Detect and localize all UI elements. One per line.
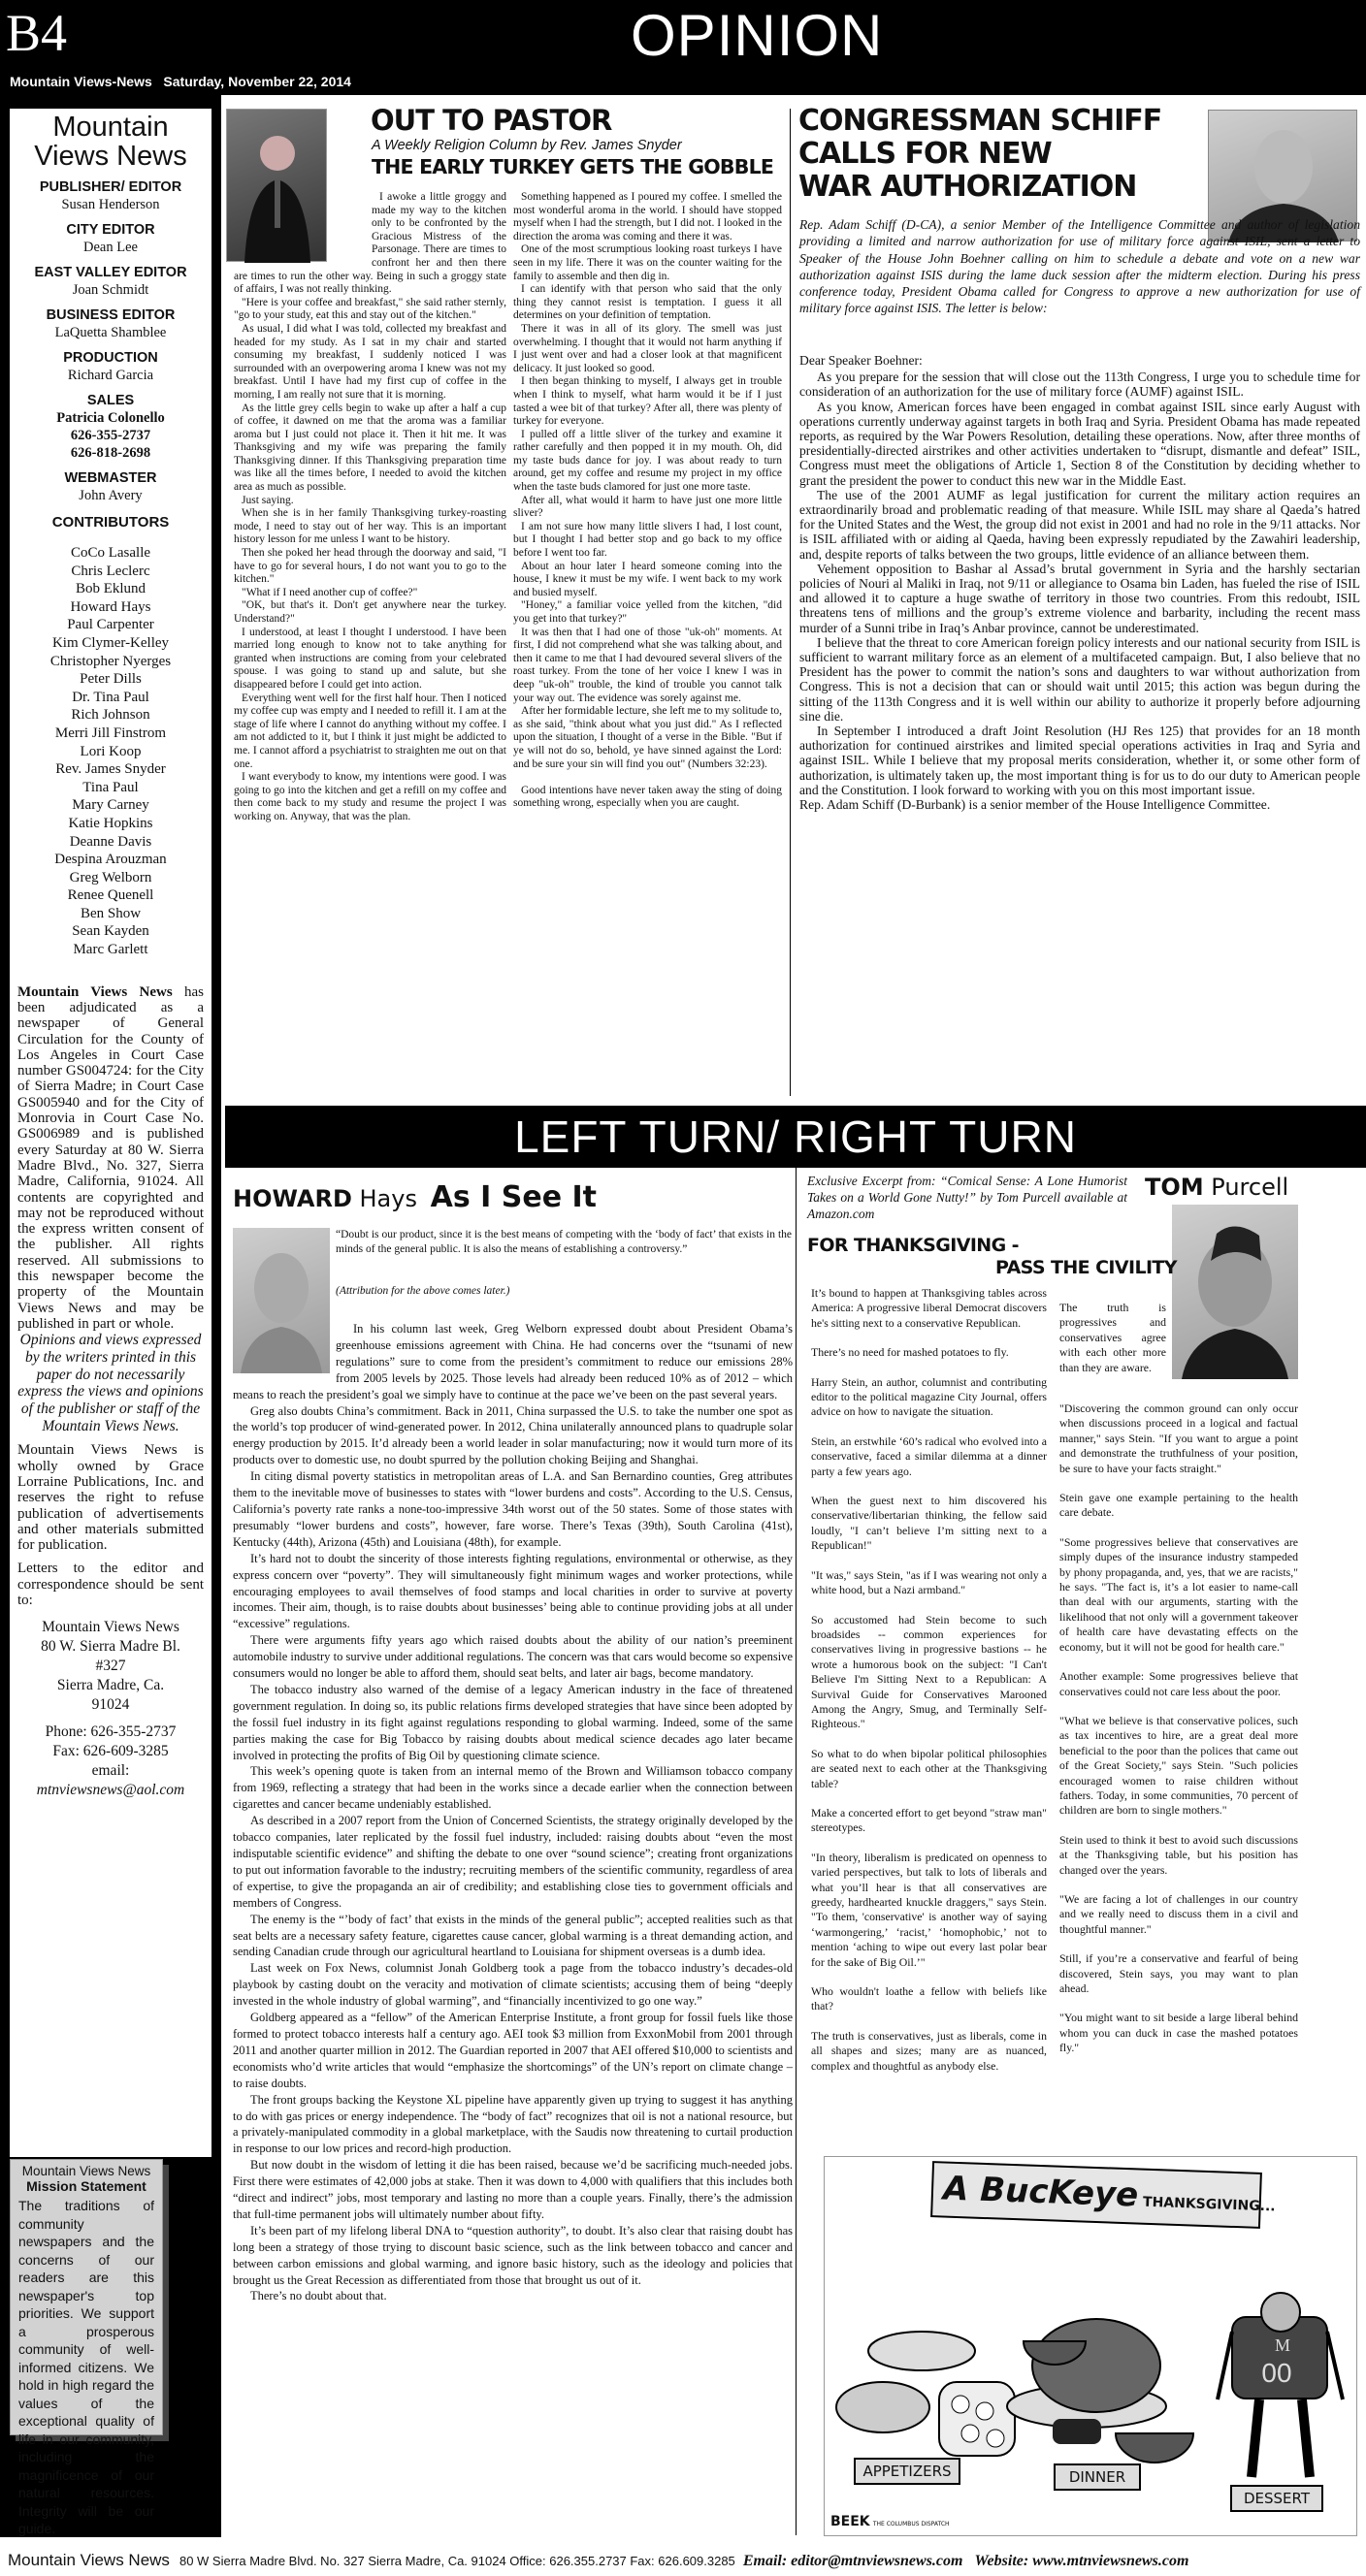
paragraph: "Here is your coffee and breakfast," she said rather sternly, "go to your study, eat this and stay out of the kitchen." <box>234 296 506 322</box>
person-silhouette-icon <box>1172 1205 1298 1379</box>
paragraph: The front groups backing the Keystone XL pipeline have apparently given up trying to suggest it has anything to do with gas prices or energy independence. The “body of fact” recognizes that oil is not a national resource, but a privately-manipulated commodity in a global marketplace, with the Saudis now threatening to curtail production in response to our low prices and record-high production. <box>233 2092 793 2156</box>
paragraph: The enemy is the “’body of fact’ that exists in the minds of the general public”; accepted realities such as that seat belts are a necessary safety feature, cigarettes cause cancer, global warming is a threat demanding action, and sending Canadian crude through our agricultural heartland to Louisiana for shipment overseas is a dumb idea. <box>233 1912 793 1959</box>
svg-text:M: M <box>1274 2335 1291 2355</box>
paragraph: The truth is progressives and conservatives agree with each other more than they are aware. <box>1059 1301 1166 1374</box>
paragraph: Goldberg appeared as a “fellow” of the American Enterprise Institute, a front group for fossil fuels like those formed to protect tobacco interests half a century ago. AEI took $3 million from ExxonMobil from 2001 through 2011 and another quarter million in 2012. The Guardian reported in 2007 that AEI offered $10,000 to scientists and economists who’d write articles that would “emphasize the shortcomings” of the UN’s report on climate change – to raise doubts. <box>233 2011 793 2090</box>
headline-line: WAR AUTHORIZATION <box>798 170 1137 204</box>
hays-quote: “Doubt is our product, since it is the best means of competing with the ‘body of fact’ that exists in the minds of the general public. It is also the means of establishing a controversy.” <box>336 1229 792 1255</box>
paragraph: "Honey," a familiar voice yelled from the kitchen, "did you get into that turkey?" <box>513 599 782 625</box>
staff-role: SALES <box>86 393 135 408</box>
hays-article <box>233 1321 793 2304</box>
address-line: Mountain Views News <box>42 1619 179 1636</box>
paragraph: Greg also doubts China’s commitment. Back in 2011, China surpassed the U.S. to take the number one spot as the world’s top producer of wind-generated power. In 2012, China unilaterally announced plans to quadruple solar energy production by 2015. It’d already been a world leader in solar manufacturing; now it would turn more of its products over to domestic use, no doubt spurred by the pollution choking Beijing and Shanghai. <box>233 1403 793 1467</box>
contributor-name: Kim Clymer-Kelley <box>51 634 170 651</box>
staff-role: WEBMASTER <box>64 470 157 486</box>
signoff: Rep. Adam Schiff (D-Burbank) is a senior member of the House Intelligence Committee. <box>799 797 1271 813</box>
paragraph: Harry Stein, an author, columnist and contributing editor to the political magazine City Journal, offers advice on how to navigate the situation. <box>811 1374 1047 1419</box>
contributor-name: Ben Show <box>80 905 142 921</box>
paragraph: There it was in all of its glory. The smell was just overwhelming. I thought that it would not harm anything if I just went over and had a closer look at that magnificent delicacy. It just looked so good. <box>513 322 782 374</box>
paragraph: As described in a 2007 report from the Union of Concerned Scientists, the strategy originally developed by the tobacco companies, later replicated by the fossil fuel industry, included: raising doubts about “even the most indisputable scientific evidence” and shifting the debate to one over “sound science”; creating front organizations to put out information favorable to the industry; recruiting members of the scientific community, regardless of area of expertise, to give the propaganda an air of credibility; and establishing close ties to government officials and members of Congress. <box>233 1814 793 1910</box>
paragraph: There’s no need for mashed potatoes to fly. <box>811 1345 1009 1360</box>
contributors-list <box>17 544 204 959</box>
paragraph: The truth is conservatives, just as liberals, come in all shapes and sizes; many are as nuanced, complex and thoughtful as anybody else. <box>811 2028 1047 2073</box>
contributor-name: Renee Quenell <box>67 887 154 904</box>
legal-text: has been adjudicated as a newspaper of General Circulation for the County of Los Angeles in Court Case number GS004724: for the City of Sierra Madre; in Court Case GS005940 and for the City of Monrovia in Court Case No. GS006989 and is published every Saturday at 80 W. Sierra Madre Blvd., No. 327, Sierra Madre, California, 91024. All contents are copyrighted and may not be reproduced without the express written consent of the publisher. All rights reserved. All submissions to this newspaper become the property of the Mountain Views News and may be published in part or whole. <box>17 983 204 1332</box>
footer-email[interactable]: Email: editor@mtnviewsnews.com <box>742 2553 963 2569</box>
ownership-notice: Mountain Views News is wholly owned by Grace Lorraine Publications, Inc. and reserves the right to refuse publication of advertisements and other materials submitted for publication. <box>17 1442 204 1554</box>
football-player-icon <box>1218 2293 1343 2477</box>
contributor-name: Sean Kayden <box>72 923 149 940</box>
buckeye-thanksgiving-cartoon <box>824 2156 1357 2536</box>
purcell-article-col2-continued <box>1059 1401 1298 2071</box>
paragraph: Vehement opposition to Bashar al Assad’s brutal government in Syria and the harshly sectarian policies of Nouri al Maliki in Iraq, not 9/11 or allegiance to Osama bin Laden, has fueled the rise of ISIL and allowed it to capture a huge swathe of territory in those two countries. From this redoubt, ISIL threatens tens of millions and the group’s extreme violence and barbarity, including the recent mass murder of a Sunni tribe in Iraq’s Anbar province, cannot be underestimated. <box>799 561 1360 635</box>
staff-name: Richard Garcia <box>67 368 154 383</box>
left-turn-right-turn-banner: LEFT TURN/ RIGHT TURN <box>225 1106 1366 1168</box>
label-appetizers: APPETIZERS <box>854 2458 960 2485</box>
pastor-headline: THE EARLY TURKEY GETS THE GOBBLE <box>372 155 774 178</box>
schiff-letter <box>799 353 1360 812</box>
mission-title-2: Mission Statement <box>26 2178 146 2194</box>
mailing-address <box>17 1618 204 1715</box>
footer <box>0 2545 1366 2576</box>
paragraph: It’s hard not to doubt the sincerity of those interests fighting regulations, environmental or otherwise, as they express concern over “poverty”. They will simultaneously fight minimum wages and worker protections, while encouraging employees to avail themselves of food stamps and local charities in order to survive at poverty incomes. Their aim, though, is to raise doubts about businesses’ being able to continue providing jobs at all under “excessive” regulations. <box>233 1551 793 1631</box>
email-link[interactable]: mtnviewsnews@aol.com <box>36 1782 185 1799</box>
pastor-byline: A Weekly Religion Column by Rev. James Snyder <box>372 138 682 153</box>
paragraph: One of the most scrumptious looking roast turkeys I have seen in my life. There it was on the counter waiting for the family to assemble and then dig in. <box>513 243 782 282</box>
contributor-name: Rich Johnson <box>71 707 150 724</box>
staff-name: LaQuetta Shamblee <box>54 325 167 340</box>
paragraph: But now doubt in the wisdom of letting it die has been raised, because we’d be sacrificing much-needed jobs. First there were estimates of 42,000 jobs at stake. Then it was down to 4,000 with qualifiers that this includes both “direct and indirect” jobs, most temporary and lasting no more than a couple years. Finally, there’s the admission that full-time permanent jobs will ultimately number about fifty. <box>233 2158 793 2221</box>
legal-notice <box>17 984 204 1333</box>
column-divider <box>796 1168 797 2535</box>
cartoon-subtitle: THANKSGIVING... <box>1142 2194 1276 2215</box>
pastor-article-col1 <box>234 191 506 824</box>
pastor-column-title: OUT TO PASTOR <box>371 104 612 137</box>
paragraph: "We are facing a lot of challenges in our country and we really need to discuss them in a civil and thoughtful manner." <box>1059 1891 1298 1936</box>
paragraph: The tobacco industry also warned of the demise of a legacy American industry in the face of threatened government regulation. In doing so, its public relations firms developed strategies that have since been adopted by the fossil fuel industry in its fight against regulations responding to global warming. Indeed, some of the same parties making the case for Big Tobacco by raising doubts about medical science decades ago later became involved in protecting the profits of Big Oil by questioning climate science. <box>233 1682 793 1762</box>
hays-name-first: HOWARD <box>233 1185 352 1212</box>
schiff-headline <box>798 105 1161 204</box>
paragraph: The use of the 2001 AUMF as legal justification for current the military action requires an extraordinarily broad and problematic reading of that measure. While ISIL may share al Qaeda’s hatred for the United States and the West, the group did not exist in 2001 and had no role in the 9/11 attacks. Nor is ISIL affiliated with or aiding al Qaeda, having been expressly repudiated by the Zawahiri leadership, and, despite reports of talks between the two groups, little evidence of an alliance between them. <box>799 487 1360 562</box>
paragraph: "What we believe is that conservative polices, such as tax incentives to hire, are a great deal more beneficial to the poor than the polices that came out of the Great Society," says Stein. "Such policies encouraged women to raise children without fathers. Today, in some communities, 70 percent of children are born to single mothers." <box>1059 1713 1298 1818</box>
paragraph: Then she poked her head through the doorway and said, "I have to go for several hours, I do not want you to go to the kitchen." <box>234 547 506 586</box>
paragraph: Stein gave one example pertaining to the health care debate. <box>1059 1491 1298 1520</box>
staff-name: Susan Henderson <box>61 197 160 212</box>
contributor-name: Dr. Tina Paul <box>72 689 149 705</box>
mission-statement <box>10 2159 163 2536</box>
contributor-name: Tina Paul <box>82 779 139 795</box>
paragraph: As you know, American forces have been engaged in combat against ISIL since early August with operations currently underway against targets in both Iraq and Syria. President Obama has made repeated reports, as required by the War Powers Resolution, detailing these operations. Now, after three months of presidentially-directed airstrikes and other activities undertaken to “disrupt, dismantle and defeat” ISIL, Congress must meet the obligations of Article 1, Section 8 of the Constitution by deciding whether to grant the president the power to conduct this new war in the Middle East. <box>799 399 1360 488</box>
paragraph: "Discovering the common ground can only occur when discussions proceed in a logical and factual manner," says Stein. "If you want to argue a point and demonstrate the truthfulness of your position, be sure to have your facts straight." <box>1059 1401 1298 1475</box>
paragraph: Another example: Some progressives believe that conservatives could not care less about the poor. <box>1059 1669 1298 1698</box>
masthead <box>0 0 1366 95</box>
paragraph: As usual, I did what I was told, collected my breakfast and headed for my study. As I sat in my chair and started consuming my breakfast, I suddenly noticed I was surrounded with an overpowering aroma I knew was not my breakfast. Until I have had my first cup of coffee in the morning, I am really not sure that it is morning. <box>234 322 506 401</box>
paragraph: I pulled off a little sliver of the turkey and examine it rather carefully and then popped it in my mouth. Oh, did my taste buds dance for joy. I was about ready to turn around, get my coffee and resume my project in my office when the taste buds clamored for just one more taste. <box>513 428 782 494</box>
contributor-name: Marc Garlett <box>73 942 148 958</box>
paragraph: Everything went well for the first half hour. Then I noticed my coffee cup was empty and I needed to refill it. I am at the stage of life where I cannot do anything without my coffee. I am not addicted to it, but I think it just might be addicted to me. I cannot afford a psychiatrist to straighten me out on that one. <box>234 692 506 770</box>
paragraph: When the guest next to him discovered his conservative/libertarian thinking, the fellow said loudly, "I can’t believe I’m sitting next to a Republican!" <box>811 1494 1047 1553</box>
staff-name: Joan Schmidt <box>72 282 149 298</box>
staff-name: 626-355-2737 <box>70 428 151 443</box>
paragraph: In September I introduced a draft Joint Resolution (HJ Res 125) that provides for an 18 month authorization for continued airstrikes and limited special operations activities in Iraq and Syria and against ISIL. While I believe that my proposal merits consideration, whether it, or some other form of authorization, is ultimately taken up, the most important thing is for us to do our duty to American people and the Constitution. I look forward to working with you on this most important issue. <box>799 724 1360 797</box>
contributor-name: CoCo Lasalle <box>70 545 151 561</box>
contributor-name: Howard Hays <box>70 598 151 615</box>
salutation: Dear Speaker Boehner: <box>799 353 923 368</box>
dateline: Mountain Views-News Saturday, November 22, 2014 <box>10 74 351 89</box>
contact-line: Phone: 626-355-2737 <box>45 1723 177 1741</box>
contributor-name: Katie Hopkins <box>68 815 153 831</box>
footer-address: 80 W Sierra Madre Blvd. No. 327 Sierra Madre, Ca. 91024 Office: 626.355.2737 Fax: 626.609.3285 <box>179 2554 735 2568</box>
letters-notice: Letters to the editor and correspondence should be sent to: <box>17 1561 204 1609</box>
contributor-name: Greg Welborn <box>69 869 152 886</box>
contributor-name: Chris Leclerc <box>71 563 150 579</box>
paragraph: About an hour later I heard someone coming into the house, I knew it must be my wife. I went back to my work and busied myself. <box>513 560 782 598</box>
paragraph: I awoke a little groggy and made my way to the kitchen only to be confronted by the Gracious Mistress of the Parsonage. There are times to confront her and then there are times to run the other way. Being in such a groggy state of affairs, I was not really thinking. <box>234 191 506 296</box>
pastor-article-col2 <box>513 191 782 811</box>
headline-line: CONGRESSMAN SCHIFF <box>798 104 1162 138</box>
staff-name: Patricia Colonello <box>56 410 165 426</box>
appetizer-platters-icon <box>836 2332 1015 2456</box>
address-line: 80 W. Sierra Madre Bl. <box>41 1638 180 1656</box>
purcell-excerpt: Exclusive Excerpt from: “Comical Sense: A Lone Humorist Takes on a World Gone Nutty!” by Tom Purcell available at Amazon.com <box>807 1174 1127 1221</box>
paragraph: As you prepare for the session that will close out the 113th Congress, I urge you to schedule time for consideration of an authorization for the use of military force (AUMF) against ISIL. <box>799 370 1360 400</box>
address-line: #327 <box>95 1658 126 1675</box>
paragraph: Make a concerted effort to get beyond "straw man" stereotypes. <box>811 1805 1047 1835</box>
paragraph: I am not sure how many little slivers I had, I lost count, but I thought I had better stop and go back to my office before I went too far. <box>513 520 782 560</box>
paragraph: It’s bound to happen at Thanksgiving tables across America: A progressive liberal Democrat discovers he's sitting next to a conservative Republican. <box>811 1286 1047 1330</box>
label-dinner: DINNER <box>1054 2463 1141 2491</box>
paragraph: There were arguments fifty years ago which raised doubts about the ability of our nation’s preeminent automobile industry to survive under additional regulations. The concern was that cars would become so expensive consumers would no longer be able to afford them, should seat belts, and later air bags, become mandatory. <box>233 1633 793 1681</box>
paragraph: "You might want to sit beside a large liberal behind whom you can duck in case the mashed potatoes fly." <box>1059 2011 1298 2055</box>
paragraph: Something happened as I poured my coffee. I smelled the most wonderful aroma in the world. I should have stopped myself when I had the strength, but I did not. I looked in the direction the aroma was coming and there it was. <box>513 191 782 242</box>
contributors-label: CONTRIBUTORS <box>51 514 170 531</box>
schiff-intro: Rep. Adam Schiff (D-CA), a senior Member of the Intelligence Committee and author of legislation providing a limited and narrow authorization for use of military force against ISIL, sent a letter to Speaker of the House John Boehner calling on him to schedule a debate and vote on a new war authorization against ISIS during the lame duck session after the midterm election. During his press conference today, President Obama called for Congress to approve a new authorization for use of military force against ISIS. The letter is below: <box>799 217 1360 316</box>
paragraph: There’s no doubt about that. <box>250 2289 387 2303</box>
purcell-photo <box>1172 1205 1298 1379</box>
address-line: 91024 <box>91 1696 130 1714</box>
paragraph: "In theory, liberalism is predicated on openness to varied perspectives, but talk to lots of liberals and what you’ll hear is that all conservatives are greedy, hardhearted knuckle draggers," says Stein. "To them, 'conservative' is another way of saying ‘warmongering,’ ‘racist,’ ‘homophobic,’ not to mention ‘aching to wipe out every last polar bear for the sake of Big Oil.’" <box>811 1850 1047 1969</box>
label-dessert: DESSERT <box>1230 2485 1323 2512</box>
paper-name: Mountain Views News <box>34 112 187 172</box>
paragraph <box>513 771 782 785</box>
contact-info <box>17 1723 204 1781</box>
paragraph: So accustomed had Stein become to such broadsides -- common experiences for conservatives living in progressive bastions -- he wrote a humorous book on the subject: "I Can't Believe I'm Sitting Next to a Republican: A Survival Guide for Conservatives Marooned Among the Angry, Smug, and Terminally Self-Righteous." <box>811 1612 1047 1731</box>
purcell-name-first: TOM <box>1145 1174 1204 1201</box>
mission-text: The traditions of community newspapers and the concerns of our readers are this newspaper's top priorities. We support a prosperous community of well-informed citizens. We hold in high regard the values of the exceptional quality of life in our community, including the magnificence of our natural resources. Integrity will be our guide. <box>18 2198 154 2536</box>
contributor-name: Merri Jill Finstrom <box>54 724 167 741</box>
letter-body <box>799 370 1360 797</box>
hays-header <box>233 1180 597 1214</box>
page-number: B4 <box>6 4 68 62</box>
purcell-headline-2: PASS THE CIVILITY <box>995 1257 1177 1278</box>
footer-paper-name: Mountain Views News <box>8 2551 170 2569</box>
contributor-name: Peter Dills <box>80 671 142 688</box>
purcell-name <box>1145 1174 1288 1201</box>
headline-line: CALLS FOR NEW <box>798 137 1052 171</box>
address-line: Sierra Madre, Ca. <box>56 1677 165 1694</box>
paragraph: I want everybody to know, my intentions were good. I was going to go into the kitchen and get a refill on my coffee and then come back to my study and resume the project I was working on. Anyway, that was the plan. <box>234 771 506 822</box>
paragraph: Stein, an erstwhile ‘60’s radical who evolved into a conservative, faced a similar dilemma at a dinner party a few years ago. <box>811 1433 1047 1478</box>
contact-line: Fax: 626-609-3285 <box>52 1743 169 1760</box>
paragraph: It was then that I had one of those "uk-oh" moments. At first, I did not comprehend what she was talking about, and then it came to me that I had devoured several slivers of the roast turkey. From the tone of her voice I knew I was in deep "uk-oh" trouble, the kind of trouble you cannot talk your way out. The evidence was sorely against me. <box>513 626 782 704</box>
contributor-name: Mary Carney <box>72 797 149 814</box>
hays-attribution: (Attribution for the above comes later.) <box>336 1285 510 1297</box>
paragraph: In citing dismal poverty statistics in metropolitan areas of L.A. and San Bernardino counties, Greg attributes them to the inevitable move of businesses to states with “lower burdens and costs”. According to the U.S. Census, California’s poverty rate ranks a none-too-impressive 34th worst out of the 50 states. Some of those states with presumably “lower burdens and costs”, however, fare worse. There’s Texas (39th), South Carolina (41st), Kentucky (44th), Arizona (45th) and Louisiana (48th), for example. <box>233 1469 793 1549</box>
purcell-article-col2 <box>1059 1301 1166 1375</box>
svg-text:00: 00 <box>1261 2358 1292 2388</box>
contributor-name: Christopher Nyerges <box>49 653 172 669</box>
contributor-name: Rev. James Snyder <box>55 761 166 778</box>
purcell-article-col1 <box>811 1286 1047 2088</box>
paragraph: "It was," says Stein, "as if I was wearing not only a white hood, but a Nazi armband." <box>811 1567 1047 1597</box>
cartoonist-signature: BEEK THE COLUMBUS DISPATCH <box>830 2514 950 2529</box>
paragraph: "What if I need another cup of coffee?" <box>242 586 418 598</box>
paragraph: Good intentions have never taken away the sting of doing something wrong, especially when you are caught. <box>513 784 782 810</box>
contributor-name: Bob Eklund <box>75 581 146 597</box>
section-title: OPINION <box>631 3 884 68</box>
mission-title-1: Mountain Views News <box>21 2164 151 2178</box>
contributor-name: Deanne Davis <box>69 833 152 850</box>
paragraph: I then began thinking to myself, I always get in trouble when I think to myself, what harm would it be if I just tasted a wee bit of that turkey? After all, there was plenty of turkey for everyone. <box>513 375 782 428</box>
staff-name: John Avery <box>79 488 143 503</box>
disclaimer: Opinions and views expressed by the writers printed in this paper do not necessarily express the views and opinions of the publisher or staff of the Mountain Views News. <box>17 1332 204 1434</box>
cartoon-title: A BucKeye <box>942 2169 1139 2215</box>
paragraph: After all, what would it harm to have just one more little sliver? <box>513 494 782 520</box>
paragraph: Just saying. <box>242 494 294 506</box>
staff-role: CITY EDITOR <box>66 222 155 238</box>
contributor-name: Lori Koop <box>80 743 142 759</box>
paragraph: I can identify with that person who said that the only thing they cannot resist is temptation. I guess it all determines on your definition of temptation. <box>513 283 782 322</box>
paragraph: So what to do when bipolar political philosophies are seated next to each other at the Thanksgiving table? <box>811 1746 1047 1790</box>
paragraph: Stein used to think it best to avoid such discussions at the Thanksgiving table, but his position has changed over the years. <box>1059 1832 1298 1877</box>
contact-line: email: <box>91 1762 130 1780</box>
footer-website[interactable]: Website: www.mtnviewsnews.com <box>974 2553 1189 2569</box>
column-divider <box>790 109 791 1096</box>
purcell-headline-1: FOR THANKSGIVING - <box>807 1235 1019 1256</box>
paragraph: I understood, at least I thought I understood. I have been married long enough to know not to take anything for granted when instructions are coming from your celebrated spouse. I was going to stand up and salute, but she disappeared before I could get into action. <box>234 626 506 691</box>
paragraph: As the little grey cells begin to wake up after a half a cup of coffee, it dawned on me that the aroma was a familiar aroma but I just could not place it. Then it hit me. It was Thanksgiving and my wife was preparing the family Thanksgiving dinner. If this Thanksgiving preparation time was like all the times before, I needed to avoid the kitchen area as much as possible. <box>234 402 506 494</box>
staff-box <box>10 109 211 2157</box>
paragraph: It’s been part of my lifelong liberal DNA to “question authority”, to doubt. It’s also clear that raising doubt has long been a strategy of those trying to discount basic science, such as the link between tobacco and cancer and between carbon emissions and global warming, and ignore basic history, such as the ideology and policies that brought us the Great Recession as differentiated from those that brought us out of it. <box>233 2223 793 2287</box>
staff-role: EAST VALLEY EDITOR <box>34 265 187 280</box>
legal-lead: Mountain Views News <box>17 983 173 1000</box>
staff-list <box>17 179 204 504</box>
turkey-dinner-icon <box>1007 2319 1193 2463</box>
purcell-name-last: Purcell <box>1211 1174 1289 1201</box>
contributor-name: Paul Carpenter <box>67 617 154 633</box>
paragraph: In his column last week, Greg Welborn expressed doubt about President Obama’s greenhouse emissions agreement with China. He had concerns over the “tsunami of new regulations” sure to come from the president’s commitment to reduce our emissions 28% from 2005 levels by 2025. Those levels had already been reduced 10% as of 2012 – which means to reach the president’s goal we simply have to continue at the pace we’ve been on the past several years. <box>233 1322 793 1401</box>
contributor-name: Despina Arouzman <box>54 852 167 868</box>
paragraph: When she is in her family Thanksgiving turkey-roasting mode, I need to stay out of her way. This is an important history lesson for me unless I want to be history. <box>234 507 506 546</box>
paragraph: Who wouldn't loathe a fellow with beliefs like that? <box>811 1984 1047 2013</box>
staff-role: PRODUCTION <box>63 350 158 366</box>
hays-column-title: As I See It <box>430 1180 597 1214</box>
staff-name: Dean Lee <box>83 240 138 255</box>
paragraph: "OK, but that's it. Don't get anywhere near the turkey. Understand?" <box>234 599 506 625</box>
paragraph: Still, if you’re a conservative and fearful of being discovered, Stein says, you may want to plan ahead. <box>1059 1951 1298 1995</box>
paragraph: Last week on Fox News, columnist Jonah Goldberg took a page from the tobacco industry’s decades-old playbook by casting doubt on the veracity and motivation of climate scientists; accusing them of being “deeply invested in the whole industry of global warming”, and “financially incentivized to go one way.” <box>233 1961 793 2009</box>
paragraph: This week’s opening quote is taken from an internal memo of the Brown and Williamson tobacco company from 1969, reflecting a strategy that had been in the works since a decade earlier when the connection between cigarettes and cancer became undeniably established. <box>233 1764 793 1812</box>
paragraph: After her formidable lecture, she left me to my solitude to, as she said, "think about what you just did." As I reflected upon the situation, I thought of a verse in the Bible. "But if ye will not do so, behold, ye have sinned against the Lord: and be sure your sin will find you out" (Numbers 32:23). <box>513 705 782 770</box>
staff-name: 626-818-2698 <box>70 445 151 461</box>
staff-role: BUSINESS EDITOR <box>46 307 176 323</box>
paragraph: I believe that the threat to core American foreign policy interests and our national security from ISIL is sufficient to warrant military force as an element of a multifaceted campaign. But, I also believe that no President has the power to commit the nation’s sons and daughters to war without authorization from Congress. This is not a decision that can or should wait until 2015; this action was begun during the sitting of the 113th Congress and it is well within our ability to authorize it properly before adjourning sine die. <box>799 634 1360 724</box>
hays-name-last: Hays <box>359 1185 417 1212</box>
paragraph: "Some progressives believe that conservatives are simply dupes of the insurance industry stampeded by phony propaganda, and, yes, that we are racists," he says. "The fact is, it’s a lot easier to name-call than deal with our arguments, starting with the likelihood that not only will a government takeover of health care have devastating effects on the economy, but it will not be good for health care." <box>1059 1534 1298 1654</box>
staff-role: PUBLISHER/ EDITOR <box>39 179 182 195</box>
